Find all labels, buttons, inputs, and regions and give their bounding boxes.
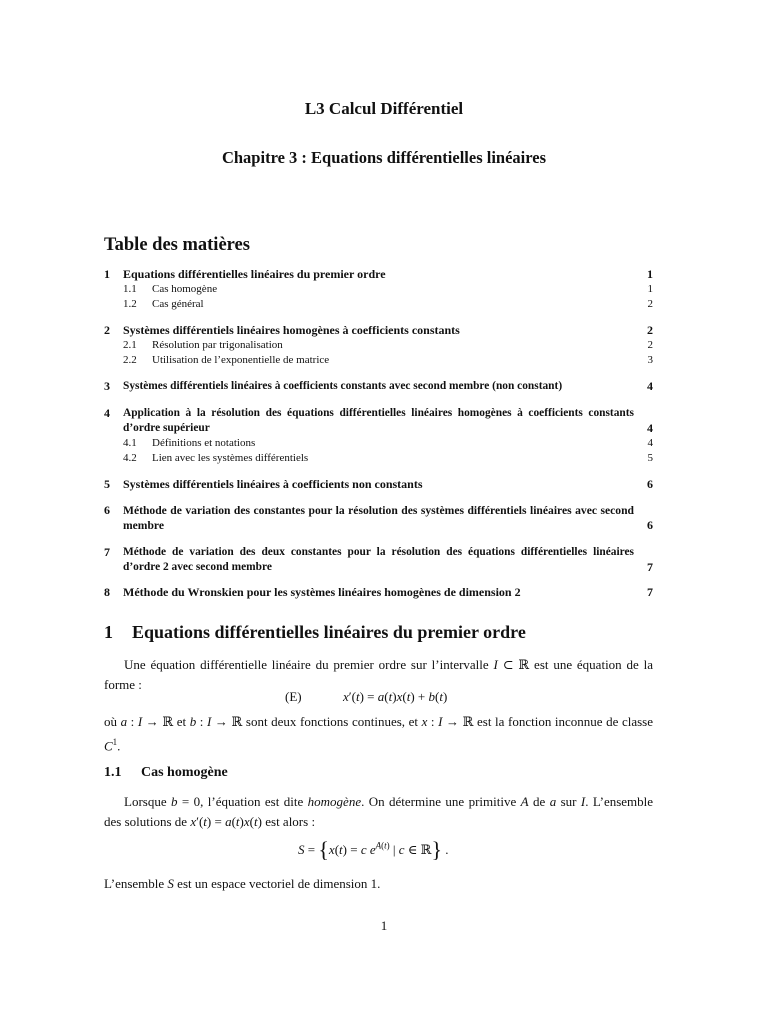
paragraph-text: est un espace vectoriel de dimension 1. bbox=[177, 876, 381, 891]
toc-entry-title: Lien avec les systèmes différentiels bbox=[152, 452, 309, 464]
paragraph: Une équation différentielle linéaire du premier ordre sur l’intervalle I ⊂ ℝ est une équation de la forme : bbox=[104, 657, 653, 692]
paragraph-text: est la fonction inconnue de classe bbox=[477, 714, 654, 729]
toc-entry-number: 4 bbox=[104, 406, 110, 420]
emphasis-text: homogène bbox=[307, 794, 362, 809]
toc-heading: Table des matières bbox=[104, 235, 250, 255]
toc-entry-number: 2.1 bbox=[123, 339, 137, 351]
paragraph: où a : I → ℝ et b : I → ℝ sont deux fonctions continues, et x : I → ℝ est la fonction inconnue de classe $C^1$. bbox=[104, 714, 654, 754]
dot-leader bbox=[340, 452, 631, 464]
section-title: Equations différentielles linéaires du premier ordre bbox=[132, 622, 526, 642]
toc-entry-title: Méthode du Wronskien pour les systèmes linéaires homogènes de dimension 2 bbox=[123, 585, 521, 599]
toc-entry-title: Résolution par trigonalisation bbox=[152, 339, 283, 351]
toc-entry-title: Méthode de variation des deux constantes pour la résolution des équations différentielles linéaires d’ordre 2 avec second membre bbox=[123, 546, 634, 573]
toc-entry[interactable] bbox=[104, 585, 653, 600]
dot-leader bbox=[314, 339, 631, 351]
toc-entry[interactable] bbox=[104, 267, 653, 282]
subsection-title: Cas homogène bbox=[141, 765, 228, 780]
toc-entry-number: 3 bbox=[104, 379, 110, 393]
toc-entry-title: Equations différentielles linéaires du premier ordre bbox=[123, 267, 386, 281]
paragraph-text: sont deux fonctions continues, et bbox=[245, 714, 418, 729]
toc-entry-page: 7 bbox=[647, 560, 653, 574]
toc-entry-page: 4 bbox=[647, 437, 653, 449]
toc-entry-title: Méthode de variation des constantes pour la résolution des systèmes différentiels linéaires avec second membre bbox=[123, 504, 634, 532]
dot-leader bbox=[368, 354, 631, 366]
equation: x′(t) = a(t)x(t) + b(t) bbox=[343, 689, 448, 704]
toc-entry[interactable] bbox=[104, 323, 653, 338]
paragraph-text: Lorsque bbox=[124, 794, 167, 809]
toc-subentry[interactable] bbox=[104, 353, 653, 368]
toc-entry-number: 2.2 bbox=[123, 354, 137, 366]
toc-entry-title: Cas homogène bbox=[152, 283, 218, 295]
toc-entry[interactable] bbox=[104, 477, 653, 492]
dot-leader bbox=[220, 298, 631, 310]
toc-entry-title: Systèmes différentiels linéaires à coefficients non constants bbox=[123, 477, 423, 491]
toc-entry-number: 4.2 bbox=[123, 452, 137, 464]
toc-subentry[interactable] bbox=[104, 297, 653, 312]
toc-subentry[interactable] bbox=[104, 338, 653, 353]
toc-subentry[interactable] bbox=[104, 451, 653, 466]
toc-entry-page: 3 bbox=[647, 354, 653, 366]
toc-entry-number: 1 bbox=[104, 267, 110, 281]
toc-entry-number: 6 bbox=[104, 503, 110, 517]
paragraph-text: est une équation de la forme : bbox=[104, 657, 653, 692]
toc-entry-title: Application à la résolution des équations différentielles linéaires homogènes à coefficients constants d’ordre supérieur bbox=[123, 407, 634, 434]
math-inline: I bbox=[493, 657, 498, 672]
solution-set-equation: S = {x(t) = c $e^{A(t)}$ | c ∈ ℝ} . bbox=[298, 837, 449, 862]
paragraph-text: de bbox=[533, 794, 546, 809]
toc-entry-page: 6 bbox=[647, 518, 653, 532]
paragraph: L’ensemble S est un espace vectoriel de dimension 1. bbox=[104, 876, 381, 891]
page-number: 1 bbox=[380, 918, 388, 933]
paragraph-text: . On détermine une primitive bbox=[361, 794, 517, 809]
toc-entry-number: 1.2 bbox=[123, 298, 137, 310]
toc-entry-number: 4.1 bbox=[123, 437, 137, 449]
paragraph-text: L’ensemble bbox=[104, 876, 165, 891]
toc-entry-title: Utilisation de l’exponentielle de matrice bbox=[152, 354, 330, 366]
toc-entry-number: 1.1 bbox=[123, 283, 137, 295]
toc-entry-page: 2 bbox=[647, 323, 653, 337]
toc-entry-number: 5 bbox=[104, 477, 110, 491]
toc-entry-page: 7 bbox=[647, 585, 653, 599]
document-title: L3 Calcul Différentiel bbox=[304, 99, 464, 118]
paragraph-text: . L’ensemble des solutions de bbox=[104, 794, 654, 829]
toc-entry-title: Cas général bbox=[152, 298, 204, 310]
toc-entry[interactable] bbox=[104, 406, 653, 436]
toc-entry-page: 1 bbox=[647, 283, 653, 295]
toc-entry-page: 2 bbox=[647, 298, 653, 310]
toc-entry[interactable] bbox=[104, 379, 653, 394]
toc-entry-page: 6 bbox=[647, 477, 653, 491]
toc-entry-number: 7 bbox=[104, 545, 110, 559]
toc-entry-number: 2 bbox=[104, 323, 110, 337]
toc-subentry[interactable] bbox=[104, 282, 653, 297]
toc-entry-page: 5 bbox=[647, 452, 653, 464]
toc-entry[interactable] bbox=[104, 545, 653, 575]
toc-entry-title: Systèmes différentiels linéaires homogènes à coefficients constants bbox=[123, 323, 460, 337]
toc-entry-page: 4 bbox=[647, 379, 653, 393]
paragraph-text: , l’équation est dite bbox=[200, 794, 304, 809]
paragraph-text: où bbox=[104, 714, 117, 729]
paragraph-text: Une équation différentielle linéaire du premier ordre sur l’intervalle bbox=[124, 657, 489, 672]
toc-entry-page: 1 bbox=[647, 267, 653, 281]
paragraph-text: et bbox=[176, 714, 187, 729]
toc-entry-page: 4 bbox=[647, 421, 653, 435]
equation-label: (E) bbox=[285, 689, 302, 704]
toc-subentry[interactable] bbox=[104, 436, 653, 451]
dot-leader bbox=[236, 283, 631, 295]
subsection-number: 1.1 bbox=[104, 765, 122, 780]
toc-entry-page: 2 bbox=[647, 339, 653, 351]
paragraph-text: sur bbox=[560, 794, 577, 809]
toc-entry[interactable] bbox=[104, 503, 653, 533]
chapter-title: Chapitre 3 : Equations différentielles linéaires bbox=[221, 148, 547, 167]
toc-entry-title: Systèmes différentiels linéaires à coefficients constants avec second membre (non constant) bbox=[123, 380, 563, 392]
dot-leader bbox=[278, 437, 631, 449]
section-number: 1 bbox=[104, 622, 113, 642]
paragraph: Lorsque b = 0, l’équation est dite homogène. On détermine une primitive A de a sur I. L’ensemble des solutions de x′(t) = a(t)x(t) est alors : bbox=[104, 794, 654, 829]
toc-entry-title: Définitions et notations bbox=[152, 437, 256, 449]
toc-entry-number: 8 bbox=[104, 585, 110, 599]
paragraph-text: est alors : bbox=[265, 814, 316, 829]
